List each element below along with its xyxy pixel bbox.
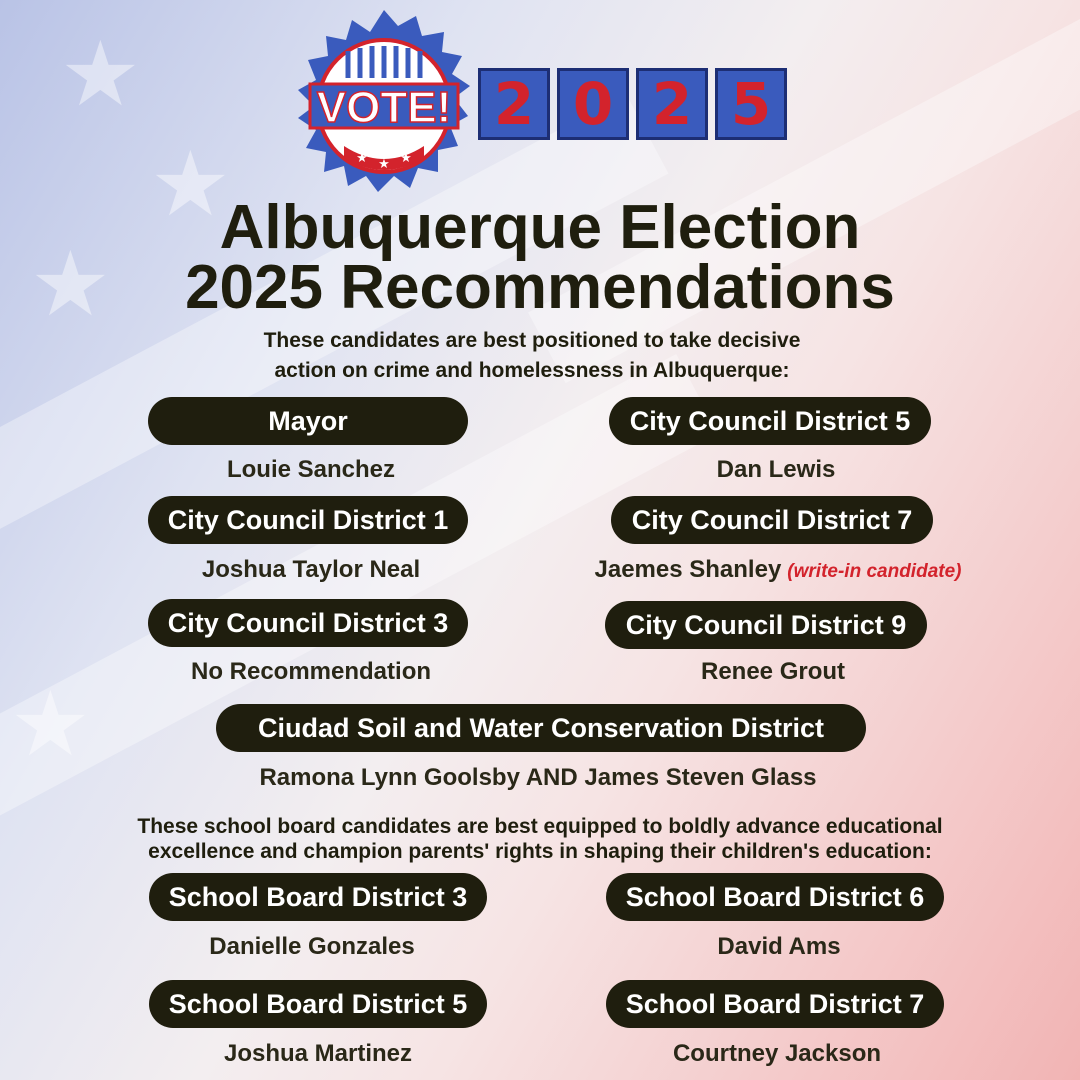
office-pill-council-7: City Council District 7 <box>611 496 933 544</box>
year-digit: 2 <box>478 68 550 140</box>
candidate-mayor: Louie Sanchez <box>226 456 396 483</box>
star-icon: ★ <box>30 235 111 335</box>
candidate-school-6: David Ams <box>717 933 841 960</box>
office-pill-council-9: City Council District 9 <box>605 601 927 649</box>
office-pill-council-3: City Council District 3 <box>148 599 468 647</box>
star-icon: ★ <box>10 675 91 775</box>
candidate-school-3: Danielle Gonzales <box>209 933 415 960</box>
candidate-council-5: Dan Lewis <box>716 456 836 483</box>
year-digit: 2 <box>636 68 708 140</box>
write-in-note: (write-in candidate) <box>787 561 962 582</box>
office-pill-mayor: Mayor <box>148 397 468 445</box>
svg-text:★: ★ <box>356 150 368 165</box>
office-pill-school-5: School Board District 5 <box>149 980 487 1028</box>
office-pill-council-1: City Council District 1 <box>148 496 468 544</box>
intro-line1: These candidates are best positioned to take decisive <box>263 329 801 352</box>
school-intro-line2: excellence and champion parents' rights in shaping their children's education: <box>148 840 932 863</box>
vote-badge-logo <box>286 8 482 204</box>
candidate-council-9: Renee Grout <box>700 658 846 685</box>
page-title-line1: Albuquerque Election <box>219 193 861 262</box>
svg-text:★: ★ <box>378 156 390 171</box>
star-icon: ★ <box>150 135 231 235</box>
intro-line2: action on crime and homelessness in Albuquerque: <box>274 359 790 382</box>
candidate-school-5: Joshua Martinez <box>223 1040 413 1067</box>
office-pill-school-3: School Board District 3 <box>149 873 487 921</box>
svg-text:★: ★ <box>400 150 412 165</box>
office-pill-council-5: City Council District 5 <box>609 397 931 445</box>
star-icon: ★ <box>60 25 141 125</box>
school-intro-line1: These school board candidates are best equipped to boldly advance educational <box>137 815 943 838</box>
office-pill-school-7: School Board District 7 <box>606 980 944 1028</box>
office-pill-school-6: School Board District 6 <box>606 873 944 921</box>
candidate-council-7 <box>560 556 996 584</box>
office-pill-soil-water: Ciudad Soil and Water Conservation District <box>216 704 866 752</box>
candidate-council-3: No Recommendation <box>190 658 432 685</box>
candidate-council-7-name: Jaemes Shanley <box>594 556 782 583</box>
year-digit: 0 <box>557 68 629 140</box>
badge-text: VOTE! <box>316 83 452 132</box>
candidate-council-1: Joshua Taylor Neal <box>201 556 421 583</box>
candidate-school-7: Courtney Jackson <box>672 1040 882 1067</box>
page-title-line2: 2025 Recommendations <box>185 253 895 322</box>
year-digit: 5 <box>715 68 787 140</box>
candidate-soil-water: Ramona Lynn Goolsby AND James Steven Glass <box>259 764 817 791</box>
